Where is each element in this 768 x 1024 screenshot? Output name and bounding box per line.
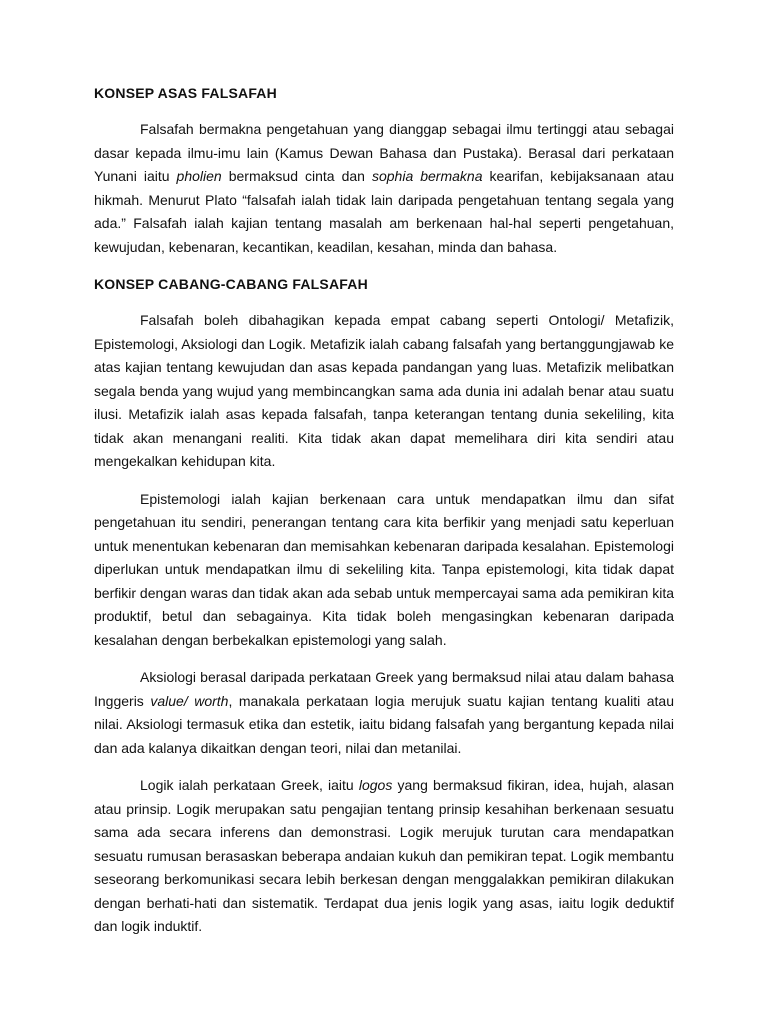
text-run: yang bermaksud fikiran, idea, hujah, alasan atau prinsip. Logik merupakan satu pengajian tentang prinsip kesahihan berkenaan sesuatu sama ada secara inferens dan demonstrasi. Logik merujuk turutan cara mendapatkan sesuatu rumusan berasaskan beberapa andaian kukuh dan pemikiran tepat. Logik membantu seseorang berkomunikasi secara lebih berkesan dengan menggalakkan pemikiran dilakukan dengan berhati-hati dan sistematik. Terdapat dua jenis logik yang asas, iaitu logik deduktif dan logik induktif. bbox=[94, 777, 674, 934]
heading-konsep-asas: KONSEP ASAS FALSAFAH bbox=[94, 85, 277, 101]
italic-term-value-worth: value/ worth bbox=[150, 692, 229, 709]
italic-term-sophia: sophia bermakna bbox=[371, 168, 483, 184]
paragraph-metafizik: Falsafah boleh dibahagikan kepada empat cabang seperti Ontologi/ Metafizik, Epistemologi, Aksiologi dan Logik. Metafizik ialah cabang falsafah yang bertanggungjawab ke atas kajian tentang kewujudan dan asas kepada pandangan yang luas. Metafizik melibatkan segala benda yang wujud yang membincangkan sama ada dunia ini adalah benar atau suatu ilusi. Metafizik ialah asas kepada falsafah, tanpa keterangan tentang dunia sekeliling, kita tidak akan menangani realiti. Kita tidak akan dapat memelihara diri kita sendiri atau mengekalkan kehidupan kita. bbox=[94, 312, 674, 469]
paragraph-aksiologi bbox=[94, 666, 674, 760]
text-run: kearifan, kebijaksanaan atau hikmah. Menurut Plato “falsafah ialah tidak lain daripada pengetahuan tentang segala yang ada.” Falsafah ialah kajian tentang masalah am berkenaan hal-hal seperti pengetahuan, kewujudan, kebenaran, kecantikan, keadilan, kesahan, minda dan bahasa. bbox=[94, 168, 675, 255]
text-run: Logik ialah perkataan Greek, iaitu bbox=[140, 777, 359, 793]
text-run: bermaksud cinta dan bbox=[221, 168, 372, 184]
paragraph-falsafah-definition bbox=[94, 118, 674, 259]
italic-term-logos: logos bbox=[358, 777, 393, 793]
text-run: , manakala perkataan logia merujuk suatu kajian tentang kualiti atau nilai. Aksiologi termasuk etika dan estetik, iaitu bidang falsafah yang bergantung kepada nilai dan ada kalanya dikaitkan dengan teori, nilai dan metanilai. bbox=[94, 692, 675, 756]
paragraph-epistemologi: Epistemologi ialah kajian berkenaan cara untuk mendapatkan ilmu dan sifat pengetahuan itu sendiri, penerangan tentang cara kita berfikir yang menjadi satu keperluan untuk menentukan kebenaran dan memisahkan kebenaran daripada kesalahan. Epistemologi diperlukan untuk mendapatkan ilmu di sekeliling kita. Tanpa epistemologi, kita tidak dapat berfikir dengan waras dan tidak akan ada sebab untuk mempercayai sama ada pemikiran kita produktif, betul dan sebagainya. Kita tidak boleh mengasingkan kebenaran daripada kesalahan dengan berbekalkan epistemologi yang salah. bbox=[94, 490, 674, 648]
paragraph-logik bbox=[94, 774, 674, 939]
text-run: Falsafah bermakna pengetahuan yang dianggap sebagai ilmu tertinggi atau sebagai dasar kepada ilmu-imu lain (Kamus Dewan Bahasa dan Pustaka). Berasal dari perkataan Yunani iaitu bbox=[94, 121, 674, 184]
heading-konsep-cabang: KONSEP CABANG-CABANG FALSAFAH bbox=[94, 276, 368, 292]
italic-term-pholien: pholien bbox=[176, 168, 222, 184]
text-run: Aksiologi berasal daripada perkataan Greek yang bermaksud nilai atau dalam bahasa Inggeris bbox=[94, 669, 674, 709]
